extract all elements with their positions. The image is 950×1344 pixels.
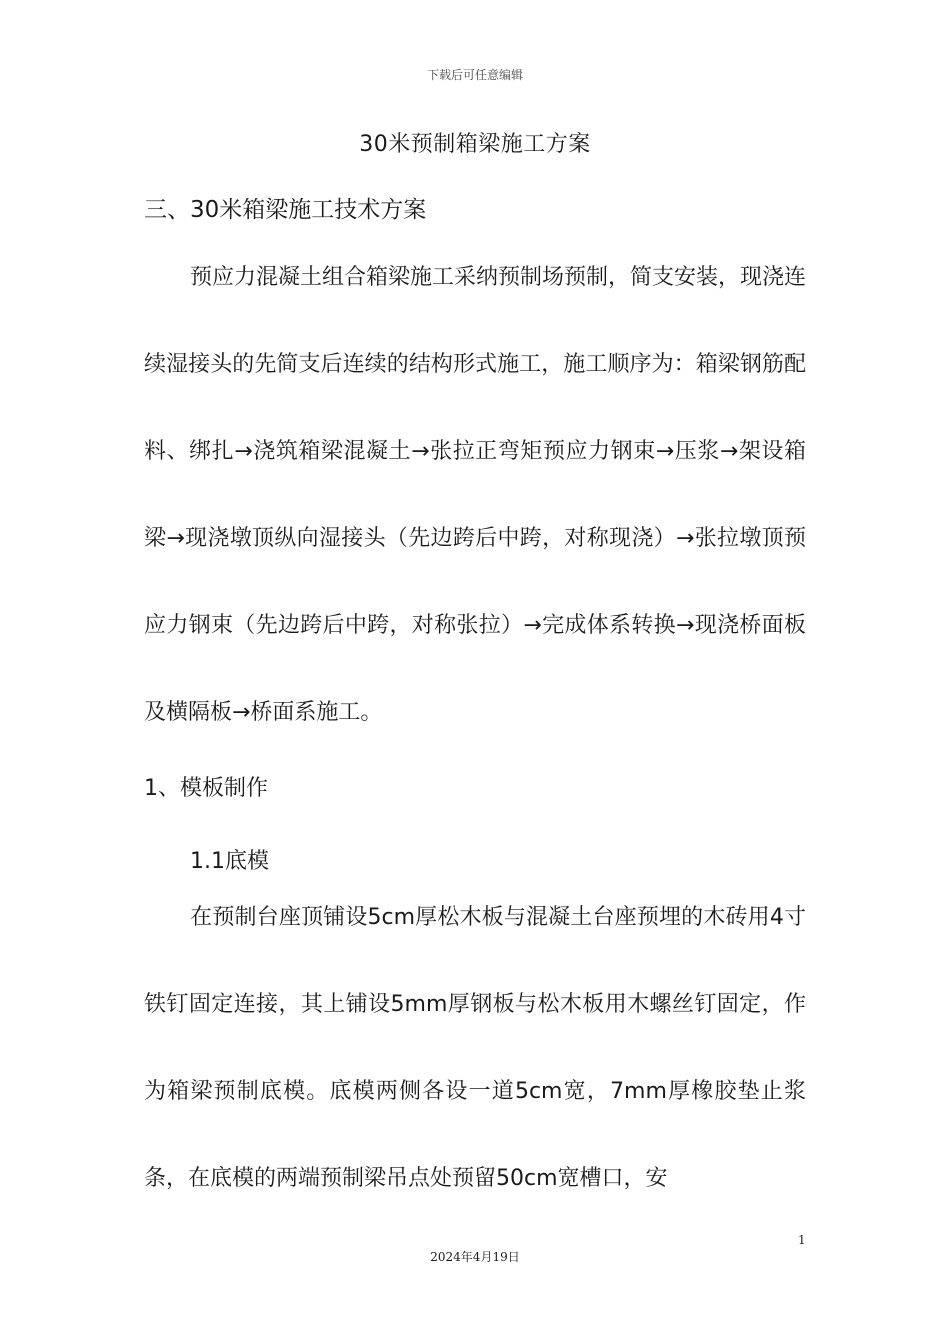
paragraph-text: 在预制台座顶铺设5cm厚松木板与混凝土台座预埋的木砖用4寸铁钉固定连接，其上铺设5mm厚钢板与松木板用木螺丝钉固定，作为箱梁预制底模。底模两侧各设一道5cm宽，7mm厚橡胶垫止浆条，在底模的两端预制梁吊点处预留50cm宽槽口，安	[144, 905, 806, 1191]
paragraph-bottom-mold	[144, 874, 806, 1222]
heading-bottom-mold: 1.1底模	[190, 849, 269, 874]
section-heading: 三、30米箱梁施工技术方案	[144, 197, 427, 223]
heading-formwork: 1、模板制作	[144, 776, 268, 801]
paragraph-construction-sequence	[144, 234, 806, 756]
page-number: 1	[798, 1233, 806, 1247]
footer-date: 2024年4月19日	[430, 1250, 520, 1264]
paragraph-text: 预应力混凝土组合箱梁施工采纳预制场预制，简支安装，现浇连续湿接头的先简支后连续的结构形式施工，施工顺序为：箱梁钢筋配料、绑扎→浇筑箱梁混凝土→张拉正弯矩预应力钢束→压浆→架设箱梁→现浇墩顶纵向湿接头（先边跨后中跨，对称现浇）→张拉墩顶预应力钢束（先边跨后中跨，对称张拉）→完成体系转换→现浇桥面板及横隔板→桥面系施工。	[144, 265, 807, 725]
document-title: 30米预制箱梁施工方案	[359, 132, 591, 157]
page-header-note: 下载后可任意编辑	[426, 68, 523, 82]
